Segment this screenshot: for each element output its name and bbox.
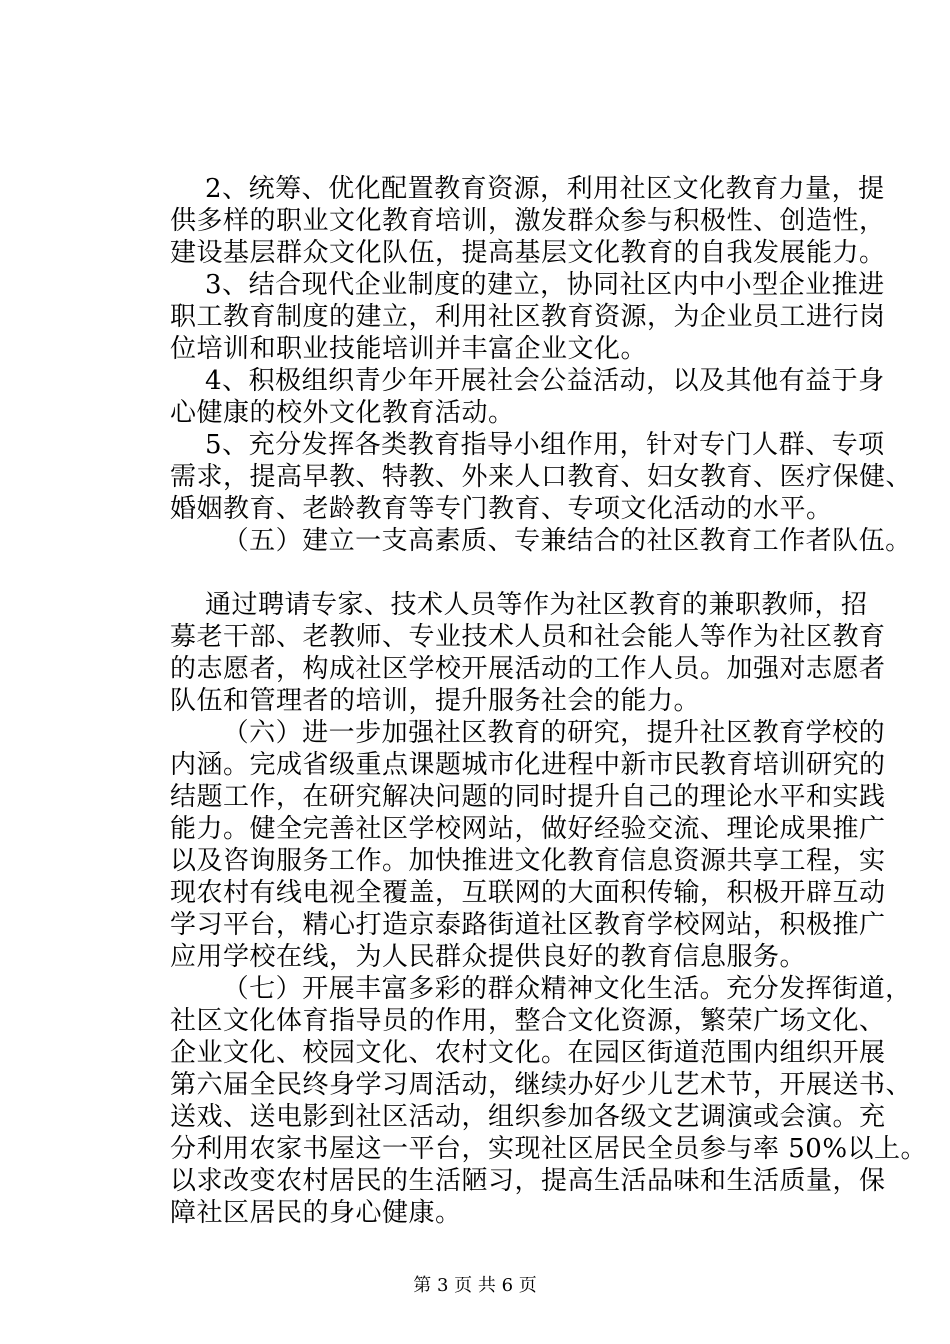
text-line: 分利用农家书屋这一平台，实现社区居民全员参与率 50%以上。 <box>170 1134 928 1164</box>
text-line: 需求，提高早教、特教、外来人口教育、妇女教育、医疗保健、 <box>170 462 913 492</box>
text-line: 心健康的校外文化教育活动。 <box>170 398 515 428</box>
text-line: 内涵。完成省级重点课题城市化进程中新市民教育培训研究的 <box>170 750 886 780</box>
text-line: 以求改变农村居民的生活陋习，提高生活品味和生活质量，保 <box>170 1166 886 1196</box>
text-line: 应用学校在线，为人民群众提供良好的教育信息服务。 <box>170 942 807 972</box>
text-line: 3、结合现代企业制度的建立，协同社区内中小型企业推进 <box>170 270 885 300</box>
section-heading: （六）进一步加强社区教育的研究，提升社区教育学校的 <box>170 718 886 748</box>
text-line: 职工教育制度的建立，利用社区教育资源，为企业员工进行岗 <box>170 302 886 332</box>
text-line: 能力。健全完善社区学校网站，做好经验交流、理论成果推广 <box>170 814 886 844</box>
text-line: 5、充分发挥各类教育指导小组作用，针对专门人群、专项 <box>170 430 885 460</box>
text-line: 以及咨询服务工作。加快推进文化教育信息资源共享工程，实 <box>170 846 886 876</box>
text-line: 位培训和职业技能培训并丰富企业文化。 <box>170 334 648 364</box>
text-line: 结题工作，在研究解决问题的同时提升自己的理论水平和实践 <box>170 782 886 812</box>
section-heading: （五）建立一支高素质、专兼结合的社区教育工作者队伍。 <box>170 526 912 556</box>
text-line: 2、统筹、优化配置教育资源，利用社区文化教育力量，提 <box>170 174 885 204</box>
text-line: 通过聘请专家、技术人员等作为社区教育的兼职教师，招 <box>170 590 868 620</box>
text-line: 建设基层群众文化队伍，提高基层文化教育的自我发展能力。 <box>170 238 886 268</box>
text-line: 送戏、送电影到社区活动，组织参加各级文艺调演或会演。充 <box>170 1102 886 1132</box>
text-line: 社区文化体育指导员的作用，整合文化资源，繁荣广场文化、 <box>170 1006 886 1036</box>
text-line: 第六届全民终身学习周活动，继续办好少儿艺术节，开展送书、 <box>170 1070 913 1100</box>
text-line: 障社区居民的身心健康。 <box>170 1198 462 1228</box>
text-line: 募老干部、老教师、专业技术人员和社会能人等作为社区教育 <box>170 622 886 652</box>
text-line: 婚姻教育、老龄教育等专门教育、专项文化活动的水平。 <box>170 494 833 524</box>
page-number-footer: 第 3 页 共 6 页 <box>413 1275 537 1296</box>
text-line: 现农村有线电视全覆盖，互联网的大面积传输，积极开辟互动 <box>170 878 886 908</box>
text-line: 学习平台，精心打造京泰路街道社区教育学校网站，积极推广 <box>170 910 886 940</box>
text-line: 队伍和管理者的培训，提升服务社会的能力。 <box>170 686 701 716</box>
text-line: 企业文化、校园文化、农村文化。在园区街道范围内组织开展 <box>170 1038 886 1068</box>
text-line: 的志愿者，构成社区学校开展活动的工作人员。加强对志愿者 <box>170 654 886 684</box>
text-line: 供多样的职业文化教育培训，激发群众参与积极性、创造性， <box>170 206 886 236</box>
section-heading: （七）开展丰富多彩的群众精神文化生活。充分发挥街道， <box>170 974 912 1004</box>
text-line: 4、积极组织青少年开展社会公益活动，以及其他有益于身 <box>170 366 885 396</box>
